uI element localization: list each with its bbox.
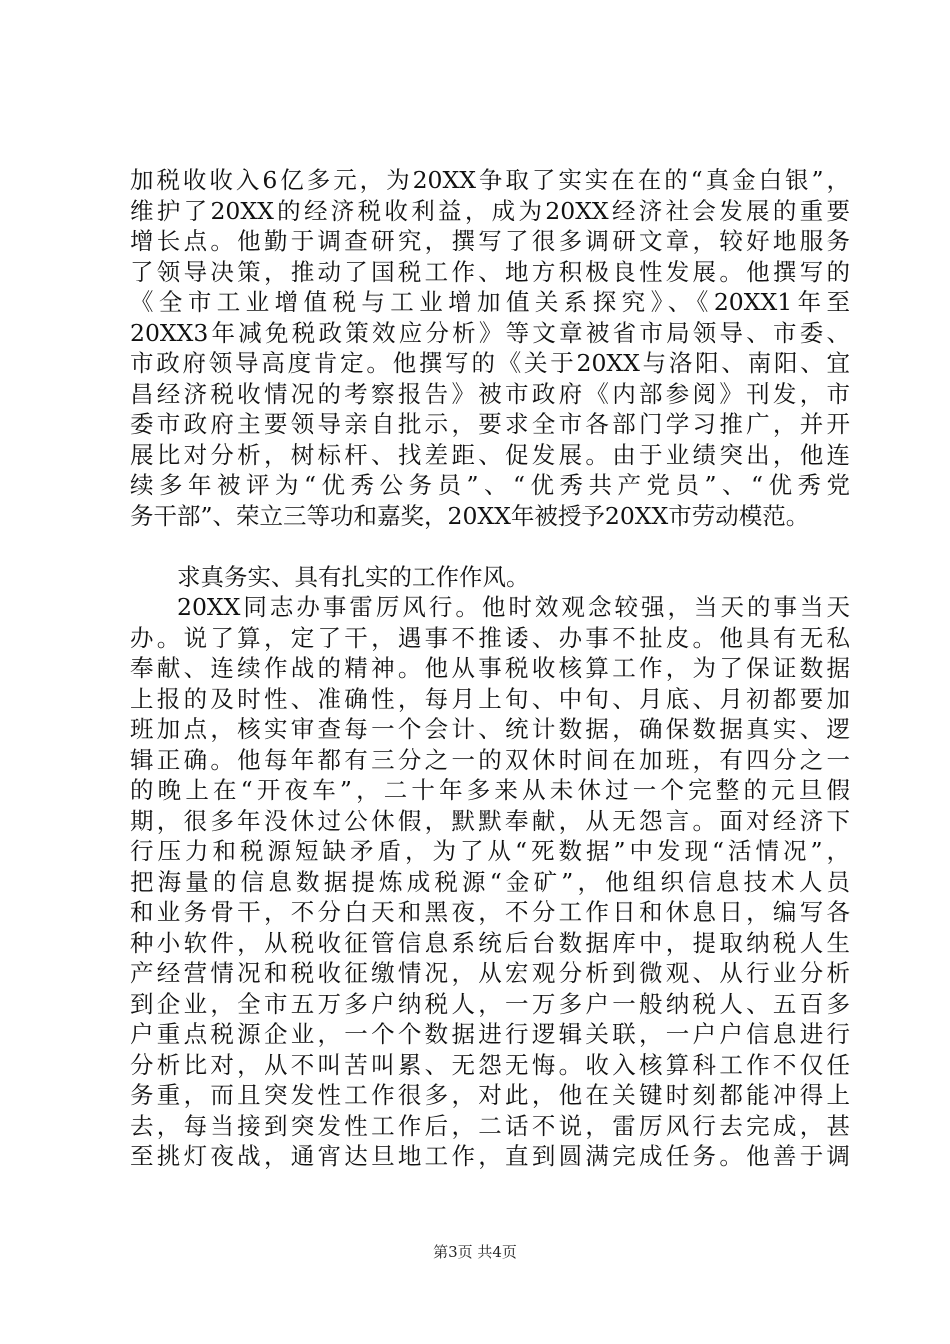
text-line: 维护了20XX的经济税收利益，成为20XX经济社会发展的重要 — [130, 196, 850, 225]
text-line: 和业务骨干，不分白天和黑夜，不分工作日和休息日，编写各 — [130, 898, 850, 926]
heading-line: 求真务实、具有扎实的工作作风。 — [177, 562, 530, 591]
text-line: 奉献、连续作战的精神。他从事税收核算工作，为了保证数据 — [130, 654, 850, 682]
text-line: 辑正确。他每年都有三分之一的双休时间在加班，有四分之一 — [130, 745, 850, 774]
text-line: 20XX同志办事雷厉风行。他时效观念较强，当天的事当天 — [177, 593, 850, 621]
text-line: 种小软件，从税收征管信息系统后台数据库中，提取纳税人生 — [130, 928, 850, 957]
page-number-footer: 第3页 共4页 — [433, 1243, 517, 1261]
text-line: 把海量的信息数据提炼成税源“金矿”，他组织信息技术人员 — [130, 867, 850, 896]
text-line: 20XX3年减免税政策效应分析》等文章被省市局领导、市委、 — [130, 318, 850, 347]
text-line: 分析比对，从不叫苦叫累、无怨无悔。收入核算科工作不仅任 — [130, 1050, 850, 1079]
text-line: 务重，而且突发性工作很多，对此，他在关键时刻都能冲得上 — [130, 1081, 850, 1109]
text-line: 了领导决策，推动了国税工作、地方积极良性发展。他撰写的 — [130, 257, 850, 286]
text-line: 续多年被评为“优秀公务员”、“优秀共产党员”、“优秀党 — [130, 471, 850, 499]
text-line: 展比对分析，树标杆、找差距、促发展。由于业绩突出，他连 — [130, 440, 850, 469]
text-line: 办。说了算，定了干，遇事不推诿、办事不扯皮。他具有无私 — [130, 623, 850, 652]
text-line: 的晚上在“开夜车”，二十年多来从未休过一个完整的元旦假 — [130, 776, 850, 804]
text-line: 至挑灯夜战，通宵达旦地工作，直到圆满完成任务。他善于调 — [130, 1142, 850, 1170]
text-line: 务干部”、荣立三等功和嘉奖，20XX年被授予20XX市劳动模范。 — [130, 501, 810, 530]
text-line: 委市政府主要领导亲自批示，要求全市各部门学习推广，并开 — [130, 410, 850, 438]
text-line: 昌经济税收情况的考察报告》被市政府《内部参阅》刊发，市 — [130, 379, 850, 408]
text-line: 上报的及时性、准确性，每月上旬、中旬、月底、月初都要加 — [130, 684, 850, 713]
text-line: 市政府领导高度肯定。他撰写的《关于20XX与洛阳、南阳、宜 — [130, 349, 850, 377]
text-line: 行压力和税源短缺矛盾，为了从“死数据”中发现“活情况”， — [130, 837, 850, 865]
text-line: 加税收收入6亿多元，为20XX争取了实实在在的“真金白银”， — [130, 166, 850, 194]
text-line: 班加点，核实审查每一个会计、统计数据，确保数据真实、逻 — [130, 715, 850, 743]
paragraph-work-style — [130, 592, 850, 1172]
document-body — [130, 165, 850, 1172]
text-line: 增长点。他勤于调查研究，撰写了很多调研文章，较好地服务 — [130, 227, 850, 255]
text-line: 期，很多年没休过公休假，默默奉献，从无怨言。面对经济下 — [130, 806, 850, 835]
paragraph-achievements — [130, 165, 850, 531]
text-line: 户重点税源企业，一个个数据进行逻辑关联，一户户信息进行 — [130, 1020, 850, 1048]
section-heading — [130, 562, 850, 593]
text-line: 到企业，全市五万多户纳税人，一万多户一般纳税人、五百多 — [130, 989, 850, 1018]
paragraph-gap — [130, 531, 850, 562]
text-line: 产经营情况和税收征缴情况，从宏观分析到微观、从行业分析 — [130, 959, 850, 987]
text-line: 《全市工业增值税与工业增加值关系探究》、《20XX1年至 — [130, 288, 850, 316]
text-line: 去，每当接到突发性工作后，二话不说，雷厉风行去完成，甚 — [130, 1111, 850, 1140]
